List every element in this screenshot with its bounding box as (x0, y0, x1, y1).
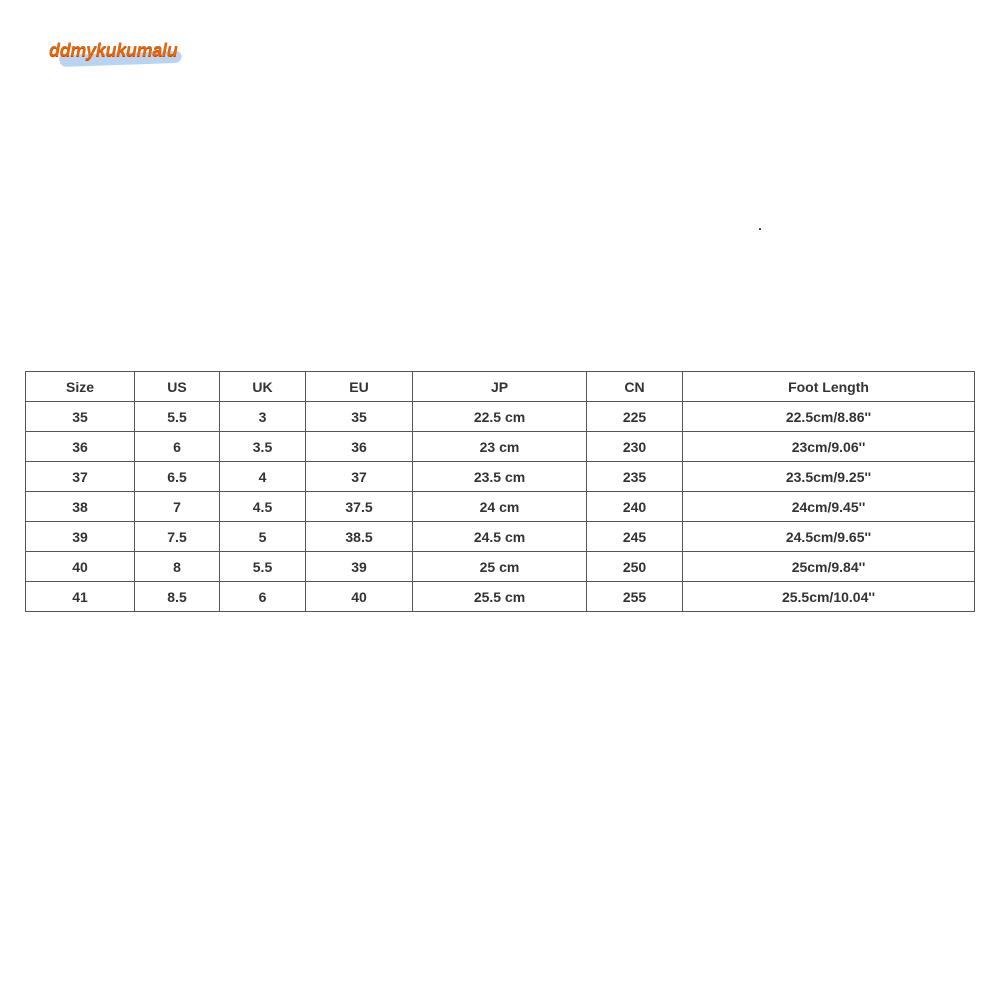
cell-us: 7.5 (135, 522, 220, 552)
cell-foot-length: 24.5cm/9.65'' (683, 522, 975, 552)
cell-size: 40 (26, 552, 135, 582)
cell-eu: 35 (306, 402, 413, 432)
cell-uk: 4 (220, 462, 306, 492)
brand-text: ddmykukumalu (49, 40, 178, 60)
header-foot-length: Foot Length (683, 372, 975, 402)
cell-eu: 37 (306, 462, 413, 492)
cell-jp: 23 cm (413, 432, 587, 462)
brand-logo (49, 36, 189, 70)
header-size: Size (26, 372, 135, 402)
cell-cn: 255 (587, 582, 683, 612)
header-cn: CN (587, 372, 683, 402)
cell-uk: 5 (220, 522, 306, 552)
cell-cn: 240 (587, 492, 683, 522)
header-jp: JP (413, 372, 587, 402)
cell-foot-length: 22.5cm/8.86'' (683, 402, 975, 432)
cell-size: 41 (26, 582, 135, 612)
header-us: US (135, 372, 220, 402)
cell-us: 6.5 (135, 462, 220, 492)
cell-cn: 235 (587, 462, 683, 492)
cell-cn: 230 (587, 432, 683, 462)
cell-foot-length: 23cm/9.06'' (683, 432, 975, 462)
table-header-row (26, 372, 975, 402)
cell-size: 36 (26, 432, 135, 462)
cell-eu: 36 (306, 432, 413, 462)
cell-us: 8.5 (135, 582, 220, 612)
cell-cn: 250 (587, 552, 683, 582)
stray-dot (759, 228, 761, 230)
header-eu: EU (306, 372, 413, 402)
cell-eu: 40 (306, 582, 413, 612)
table-row (26, 582, 975, 612)
cell-size: 35 (26, 402, 135, 432)
cell-uk: 3.5 (220, 432, 306, 462)
cell-jp: 23.5 cm (413, 462, 587, 492)
cell-us: 5.5 (135, 402, 220, 432)
table-row (26, 492, 975, 522)
cell-us: 7 (135, 492, 220, 522)
table-row (26, 432, 975, 462)
cell-size: 39 (26, 522, 135, 552)
table-row (26, 552, 975, 582)
header-uk: UK (220, 372, 306, 402)
cell-size: 37 (26, 462, 135, 492)
cell-us: 8 (135, 552, 220, 582)
cell-foot-length: 25.5cm/10.04'' (683, 582, 975, 612)
cell-jp: 22.5 cm (413, 402, 587, 432)
table-row (26, 402, 975, 432)
cell-jp: 24.5 cm (413, 522, 587, 552)
cell-uk: 5.5 (220, 552, 306, 582)
cell-jp: 24 cm (413, 492, 587, 522)
cell-jp: 25 cm (413, 552, 587, 582)
cell-uk: 6 (220, 582, 306, 612)
cell-jp: 25.5 cm (413, 582, 587, 612)
cell-eu: 39 (306, 552, 413, 582)
cell-eu: 38.5 (306, 522, 413, 552)
cell-foot-length: 24cm/9.45'' (683, 492, 975, 522)
cell-us: 6 (135, 432, 220, 462)
cell-uk: 4.5 (220, 492, 306, 522)
cell-uk: 3 (220, 402, 306, 432)
table-row (26, 522, 975, 552)
table-row (26, 462, 975, 492)
cell-cn: 225 (587, 402, 683, 432)
cell-size: 38 (26, 492, 135, 522)
cell-foot-length: 25cm/9.84'' (683, 552, 975, 582)
cell-cn: 245 (587, 522, 683, 552)
cell-foot-length: 23.5cm/9.25'' (683, 462, 975, 492)
size-chart-table (25, 371, 975, 612)
cell-eu: 37.5 (306, 492, 413, 522)
